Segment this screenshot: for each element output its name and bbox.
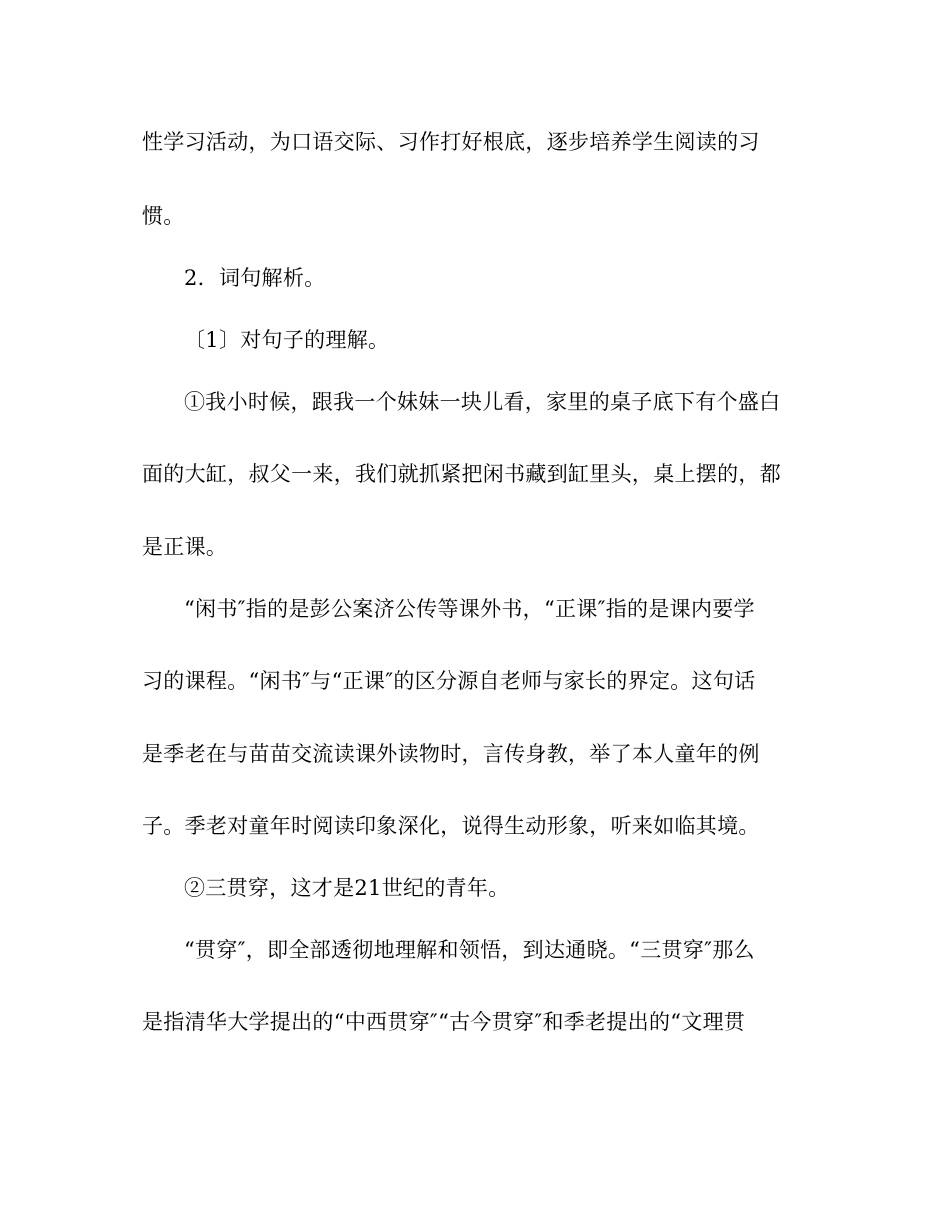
quote-1-line-2: 面的大缸，叔父一来，我们就抓紧把闲书藏到缸里头，桌上摆的，都 (142, 462, 781, 486)
text-line-2: 惯。 (142, 204, 185, 228)
section-heading: 2．词句解析。 (184, 266, 326, 290)
explanation-1-line-4: 子。季老对童年时阅读印象深化，说得生动形象，听来如临其境。 (142, 814, 760, 838)
text-line-1: 性学习活动，为口语交际、习作打好根底，逐步培养学生阅读的习 (142, 130, 760, 154)
quote-2: ②三贯穿，这才是21世纪的青年。 (184, 876, 510, 900)
explanation-1-line-3: 是季老在与苗苗交流读课外读物时，言传身教，举了本人童年的例 (142, 742, 760, 766)
explanation-2-line-1: “贯穿″，即全部透彻地理解和领悟，到达通晓。“三贯穿″那么 (184, 938, 755, 962)
explanation-1-line-1: “闲书″指的是彭公案济公传等课外书，“正课″指的是课内要学 (184, 597, 755, 621)
quote-1-line-1: ①我小时候，跟我一个妹妹一块儿看，家里的桌子底下有个盛白 (184, 390, 781, 414)
explanation-2-line-2: 是指清华大学提出的“中西贯穿″“古今贯穿″和季老提出的“文理贯 (142, 1010, 746, 1034)
explanation-1-line-2: 习的课程。“闲书″与“正课″的区分源自老师与家长的界定。这句话 (142, 669, 756, 693)
subsection-heading: 〔1〕对句子的理解。 (184, 328, 390, 352)
quote-1-line-3: 是正课。 (142, 535, 228, 559)
